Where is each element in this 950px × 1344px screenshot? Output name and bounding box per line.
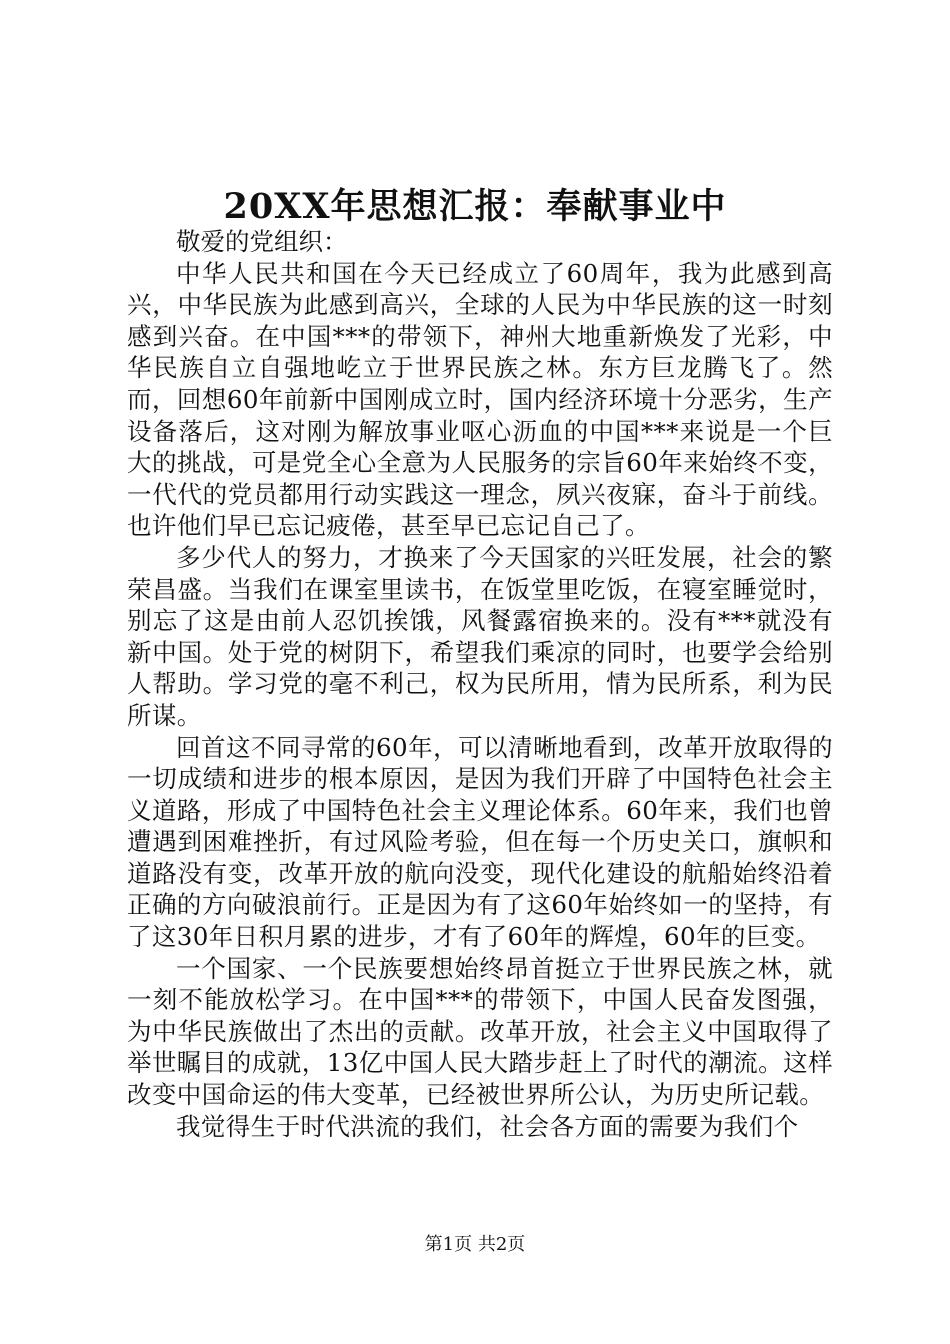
document-body: [127, 226, 833, 1142]
salutation: 敬爱的党组织：: [176, 227, 348, 256]
paragraph-1: 中华人民共和国在今天已经成立了60周年，我为此感到高兴，中华民族为此感到高兴，全球的人民为中华民族的这一时刻感到兴奋。在中国***的带领下，神州大地重新焕发了光彩，中华民族自立自强地屹立于世界民族之林。东方巨龙腾飞了。然而，回想60年前新中国刚成立时，国内经济环境十分恶劣，生产设备落后，这对刚为解放事业呕心沥血的中国***来说是一个巨大的挑战，可是党全心全意为人民服务的宗旨60年来始终不变，一代代的党员都用行动实践这一理念，夙兴夜寐，奋斗于前线。也许他们早已忘记疲倦，甚至早已忘记自己了。: [127, 258, 833, 541]
document-title: 20XX年思想汇报：奉献事业中: [223, 186, 727, 227]
paragraph-5: 我觉得生于时代洪流的我们，社会各方面的需要为我们个: [176, 1111, 799, 1141]
paragraph-4: 一个国家、一个民族要想始终昂首挺立于世界民族之林，就一刻不能放松学习。在中国***的带领下，中国人民奋发图强，为中华民族做出了杰出的贡献。改革开放，社会主义中国取得了举世瞩目的成就，13亿中国人民大踏步赶上了时代的潮流。这样改变中国命运的伟大变革，已经被世界所公认，为历史所记载。: [127, 953, 833, 1110]
paragraph-3: 回首这不同寻常的60年，可以清晰地看到，改革开放取得的一切成绩和进步的根本原因，是因为我们开辟了中国特色社会主义道路，形成了中国特色社会主义理论体系。60年来，我们也曾遭遇到困难挫折，有过风险考验，但在每一个历史关口，旗帜和道路没有变，改革开放的航向没变，现代化建设的航船始终沿着正确的方向破浪前行。正是因为有了这60年始终如一的坚持，有了这30年日积月累的进步，才有了60年的辉煌，60年的巨变。: [127, 732, 833, 952]
paragraph-2: 多少代人的努力，才换来了今天国家的兴旺发展，社会的繁荣昌盛。当我们在课室里读书，在饭堂里吃饭，在寝室睡觉时，别忘了这是由前人忍饥挨饿，风餐露宿换来的。没有***就没有新中国。处于党的树阴下，希望我们乘凉的同时，也要学会给别人帮助。学习党的毫不利己，权为民所用，情为民所系，利为民所谋。: [127, 542, 833, 730]
page-footer: 第1页 共2页: [424, 1234, 526, 1255]
